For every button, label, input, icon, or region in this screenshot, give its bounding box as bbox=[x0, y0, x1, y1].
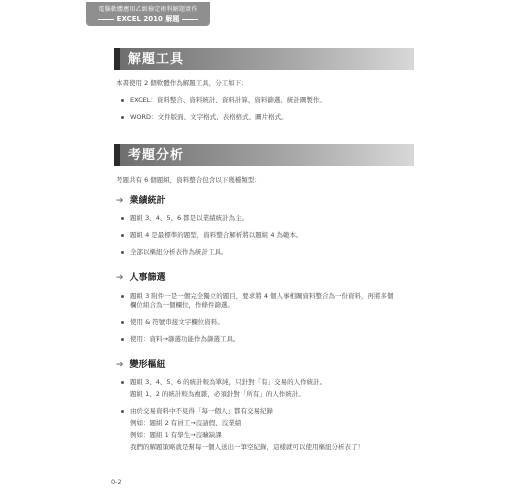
section-heading-analysis bbox=[114, 144, 414, 166]
list-item bbox=[120, 407, 364, 452]
arrow-right-icon: ➔ bbox=[116, 273, 124, 283]
sales-list bbox=[120, 214, 303, 257]
analysis-intro: 考題共有 6 個題組，資料整合包含以下幾種類型： bbox=[116, 176, 261, 184]
section-title: 考題分析 bbox=[128, 148, 185, 163]
book-subtitle: EXCEL 2010 解題 bbox=[86, 14, 210, 24]
tools-list bbox=[120, 96, 326, 122]
list-item-line: 例如：題組 1 有學生→沒曠缺課 bbox=[130, 431, 222, 439]
list-item: WORD：文件版面、文字格式、表格格式、圖片格式。 bbox=[120, 113, 326, 122]
list-item-line: 題組 3、4、5、6 的統計較為單純，只針對「有」交易的人作統計。 bbox=[130, 378, 327, 386]
subheading-label: 業績統計 bbox=[129, 196, 166, 206]
pivot-list bbox=[120, 378, 364, 452]
list-item bbox=[120, 378, 364, 399]
list-item: 使用 & 符號串接文字欄位資料。 bbox=[120, 318, 394, 327]
subheading-pivot bbox=[116, 359, 166, 371]
arrow-right-icon: ➔ bbox=[116, 196, 124, 206]
list-item: 題組 4 是最標準的題型，資料整合解析將以題組 4 為範本。 bbox=[120, 231, 303, 240]
running-header bbox=[86, 2, 210, 26]
tools-intro: 本書使用 2 個軟體作為解題工具，分工如下： bbox=[116, 79, 248, 87]
subheading-hr-filter bbox=[116, 272, 166, 284]
list-item-line: 我們的解題策略就是幫每一個人送出一筆空紀錄，這樣就可以使用樞紐分析表了！ bbox=[130, 443, 364, 451]
list-item-line: 欄位組合為一個欄位，作條件篩選。 bbox=[130, 301, 234, 309]
list-item: 使用：資料→篩選功能作為篩選工具。 bbox=[120, 335, 394, 344]
section-heading-tools bbox=[114, 48, 414, 70]
list-item: 全部以樞紐分析表作為統計工具。 bbox=[120, 248, 303, 257]
list-item bbox=[120, 292, 394, 310]
subheading-sales bbox=[116, 195, 166, 207]
book-title: 電腦軟體應用乙級檢定術科解題實作 bbox=[98, 6, 198, 13]
list-item-line: 題組 1、2 的統計較為複雜，必須針對「所有」的人作統計。 bbox=[130, 390, 305, 398]
hr-list bbox=[120, 292, 394, 344]
list-item-line: 由於交易資料中不見得「每一個人」都有交易紀錄 bbox=[130, 407, 273, 415]
list-item: 題組 3、4、5、6 都是以業績統計為主。 bbox=[120, 214, 303, 223]
subheading-label: 變形樞紐 bbox=[129, 360, 166, 370]
page-number: 0-2 bbox=[111, 478, 122, 486]
list-item-line: 題組 3 附件一是一個完全獨立的題目，要求將 4 個人事相關資料整合為一份資料，再將多個 bbox=[130, 292, 394, 300]
section-title: 解題工具 bbox=[128, 52, 185, 67]
subheading-label: 人事篩選 bbox=[129, 273, 166, 283]
arrow-right-icon: ➔ bbox=[116, 360, 124, 370]
list-item-line: 例如：題組 2 有員工→沒請假、沒業績 bbox=[130, 419, 242, 427]
list-item: EXCEL：資料整合、資料統計、資料計算、資料篩選、統計圖製作。 bbox=[120, 96, 326, 105]
